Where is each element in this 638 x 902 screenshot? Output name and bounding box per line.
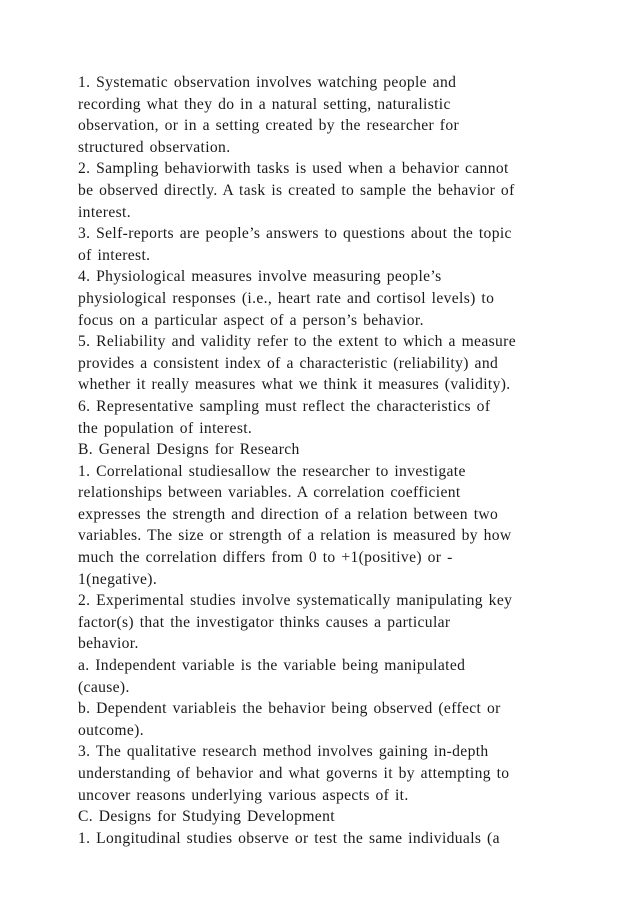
text-line: 5. Reliability and validity refer to the extent to which a measure — [78, 333, 516, 351]
text-line: C. Designs for Studying Development — [78, 808, 335, 826]
text-line: structured observation. — [78, 138, 231, 156]
text-line: expresses the strength and direction of a relation between two — [78, 505, 499, 523]
text-line: observation, or in a setting created by the researcher for — [78, 117, 460, 135]
text-line: 2. Sampling behaviorwith tasks is used when a behavior cannot — [78, 160, 509, 178]
text-line: 1. Systematic observation involves watching people and — [78, 74, 457, 91]
text-line: factor(s) that the investigator thinks causes a particular — [78, 613, 451, 631]
text-line: physiological responses (i.e., heart rate and cortisol levels) to — [78, 289, 495, 307]
text-line: provides a consistent index of a characteristic (reliability) and — [78, 354, 499, 372]
text-line: whether it really measures what we think it measures (validity). — [78, 376, 511, 394]
text-line: interest. — [78, 203, 131, 221]
text-line: be observed directly. A task is created to sample the behavior of — [78, 181, 515, 199]
text-line: the population of interest. — [78, 419, 253, 437]
text-line: 1. Longitudinal studies observe or test the same individuals (a — [78, 829, 500, 847]
text-line: 4. Physiological measures involve measuring people’s — [78, 268, 442, 286]
text-line: 3. The qualitative research method involves gaining in-depth — [78, 743, 489, 761]
text-line: B. General Designs for Research — [78, 441, 300, 459]
text-line: focus on a particular aspect of a person’s behavior. — [78, 311, 424, 329]
text-line: 1(negative). — [78, 570, 158, 588]
document-body-text — [78, 72, 578, 849]
text-line: recording what they do in a natural setting, naturalistic — [78, 95, 451, 113]
text-line: understanding of behavior and what governs it by attempting to — [78, 765, 510, 782]
text-line: relationships between variables. A correlation coefficient — [78, 484, 461, 502]
text-line: 3. Self-reports are people’s answers to questions about the topic — [78, 225, 512, 243]
text-line: 1. Correlational studiesallow the researcher to investigate — [78, 462, 466, 480]
text-line: a. Independent variable is the variable being manipulated — [78, 657, 466, 675]
text-line: much the correlation differs from 0 to +1(positive) or - — [78, 549, 453, 567]
text-line: (cause). — [78, 678, 130, 696]
text-line: of interest. — [78, 246, 151, 264]
text-line: variables. The size or strength of a relation is measured by how — [78, 527, 512, 545]
text-line: 6. Representative sampling must reflect the characteristics of — [78, 397, 491, 415]
text-line: b. Dependent variableis the behavior being observed (effect or — [78, 700, 501, 718]
text-line: outcome). — [78, 721, 144, 739]
text-line: uncover reasons underlying various aspects of it. — [78, 786, 409, 804]
text-line: behavior. — [78, 635, 139, 653]
text-line: 2. Experimental studies involve systematically manipulating key — [78, 592, 513, 610]
